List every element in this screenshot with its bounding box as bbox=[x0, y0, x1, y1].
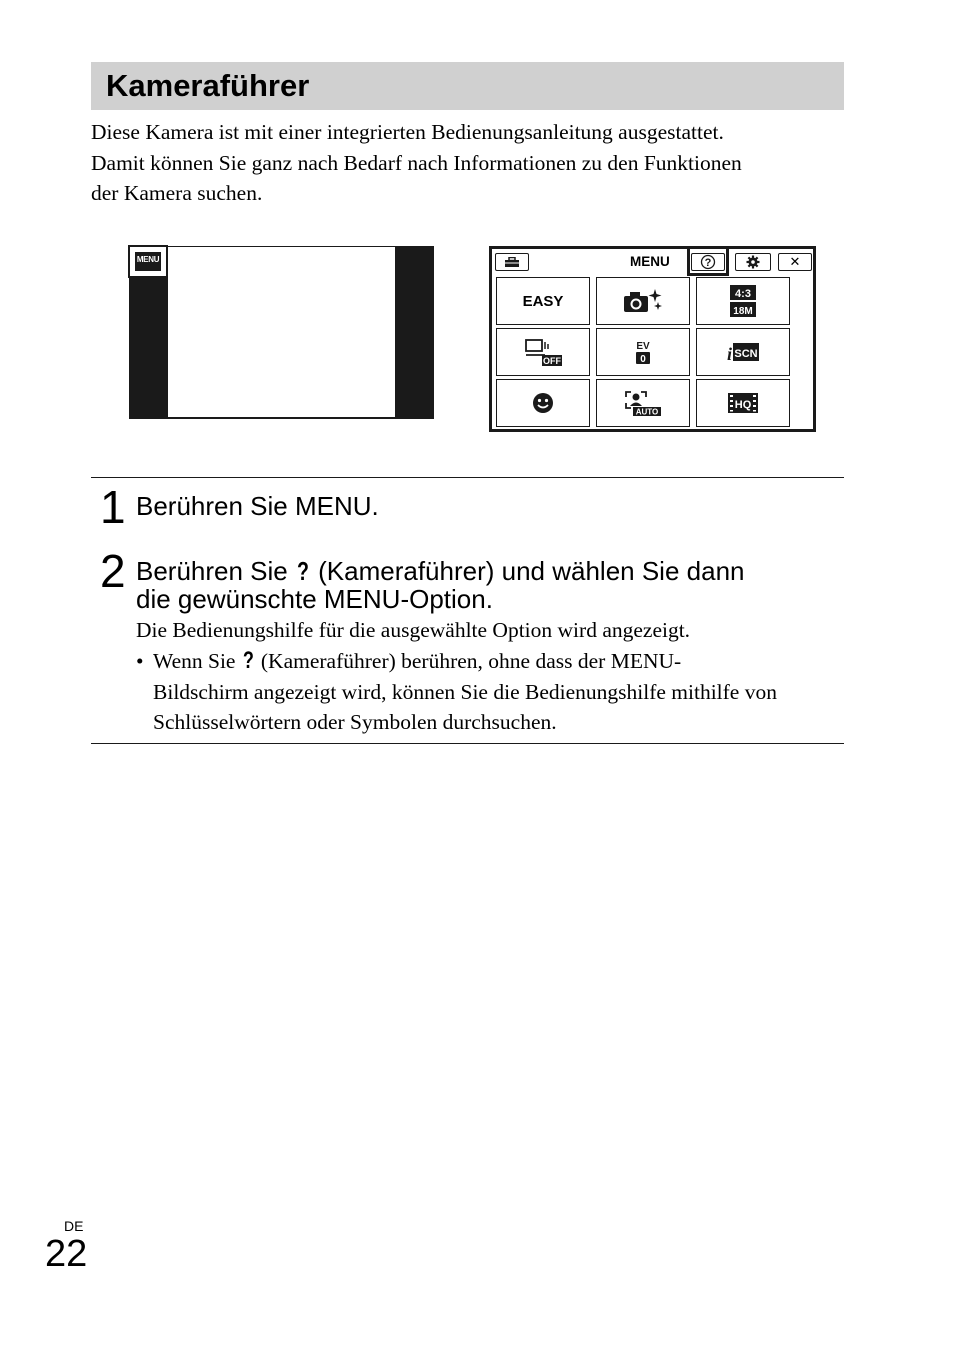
step-2-description: Die Bedienungshilfe für die ausgewählte Option wird angezeigt. bbox=[136, 618, 691, 642]
svg-text:EV: EV bbox=[636, 341, 650, 352]
easy-mode-cell[interactable]: EASY bbox=[496, 277, 590, 325]
section-title: Kameraführer bbox=[106, 68, 310, 103]
svg-text:OFF: OFF bbox=[543, 356, 561, 366]
steps-top-rule bbox=[91, 477, 844, 478]
menu-icon-label: MENU bbox=[136, 255, 160, 264]
intro-line-1: Diese Kamera ist mit einer integrierten Bedienungsanleitung ausgestattet. bbox=[91, 120, 724, 144]
language-code: DE bbox=[64, 1218, 84, 1234]
toolbox-icon[interactable] bbox=[495, 253, 529, 271]
intro-paragraph bbox=[91, 117, 851, 209]
intro-line-3: der Kamera suchen. bbox=[91, 181, 263, 205]
menu-screen-illustration bbox=[489, 246, 816, 432]
step-1-number: 1 bbox=[100, 481, 126, 533]
step-2-number: 2 bbox=[100, 545, 126, 597]
bullet-text bbox=[153, 646, 853, 738]
bullet-text-before: Wenn Sie bbox=[153, 649, 236, 673]
bullet-text-line3: Schlüsselwörtern oder Symbolen durchsuchen. bbox=[153, 710, 557, 734]
hq-movie-icon bbox=[726, 391, 760, 415]
bullet-text-line2: Bildschirm angezeigt wird, können Sie die Bedienungshilfe mithilfe von bbox=[153, 679, 777, 704]
bullet-dot: • bbox=[136, 649, 144, 673]
face-detection-auto-icon bbox=[623, 389, 663, 417]
camera-screen-illustration bbox=[129, 246, 434, 419]
svg-text:HQ: HQ bbox=[734, 399, 752, 411]
camera-sparkle-icon bbox=[622, 287, 664, 315]
image-size-icon bbox=[729, 284, 757, 318]
movie-quality-cell[interactable] bbox=[696, 379, 790, 427]
menu-screen-title: MENU bbox=[630, 254, 670, 269]
close-icon[interactable]: ✕ bbox=[778, 253, 812, 271]
help-question-icon-small: ? bbox=[242, 647, 254, 674]
step-1-text: Berühren Sie MENU. bbox=[136, 491, 379, 521]
screen-viewfinder bbox=[168, 247, 395, 417]
step-2-text-after: (Kameraführer) und wählen Sie dann bbox=[318, 556, 745, 586]
exposure-comp-cell[interactable] bbox=[596, 328, 690, 376]
iscn-icon bbox=[725, 339, 761, 365]
settings-gear-icon[interactable] bbox=[735, 253, 771, 271]
help-icon[interactable] bbox=[691, 253, 725, 271]
svg-text:4:3: 4:3 bbox=[735, 288, 751, 300]
svg-text:0: 0 bbox=[640, 354, 646, 365]
smile-icon bbox=[531, 391, 555, 415]
svg-text:SCN: SCN bbox=[734, 348, 758, 360]
svg-text:AUTO: AUTO bbox=[635, 407, 659, 417]
self-timer-off-icon bbox=[523, 337, 563, 367]
page-number: 22 bbox=[45, 1233, 88, 1275]
step-2-text bbox=[136, 557, 744, 613]
menu-top-bar bbox=[492, 249, 813, 277]
svg-text:18M: 18M bbox=[733, 306, 753, 317]
image-size-cell[interactable] bbox=[696, 277, 790, 325]
step-2-text-before: Berühren Sie bbox=[136, 556, 288, 586]
svg-text:i: i bbox=[727, 344, 733, 364]
menu-icon[interactable] bbox=[128, 245, 168, 278]
ev-icon bbox=[633, 338, 653, 366]
intro-line-2: Damit können Sie ganz nach Bedarf nach Informationen zu den Funktionen bbox=[91, 150, 742, 175]
step-2-text-line2: die gewünschte MENU-Option. bbox=[136, 584, 493, 614]
help-question-icon: ? bbox=[296, 556, 309, 586]
drive-mode-cell[interactable] bbox=[496, 328, 590, 376]
scene-recognition-cell[interactable] bbox=[696, 328, 790, 376]
svg-text:?: ? bbox=[704, 257, 712, 269]
section-title-bar bbox=[91, 62, 844, 110]
steps-bottom-rule bbox=[91, 743, 844, 744]
smile-shutter-cell[interactable] bbox=[496, 379, 590, 427]
face-detection-cell[interactable] bbox=[596, 379, 690, 427]
bullet-text-after: (Kameraführer) berühren, ohne dass der MENU- bbox=[260, 649, 682, 673]
photo-creativity-cell[interactable] bbox=[596, 277, 690, 325]
